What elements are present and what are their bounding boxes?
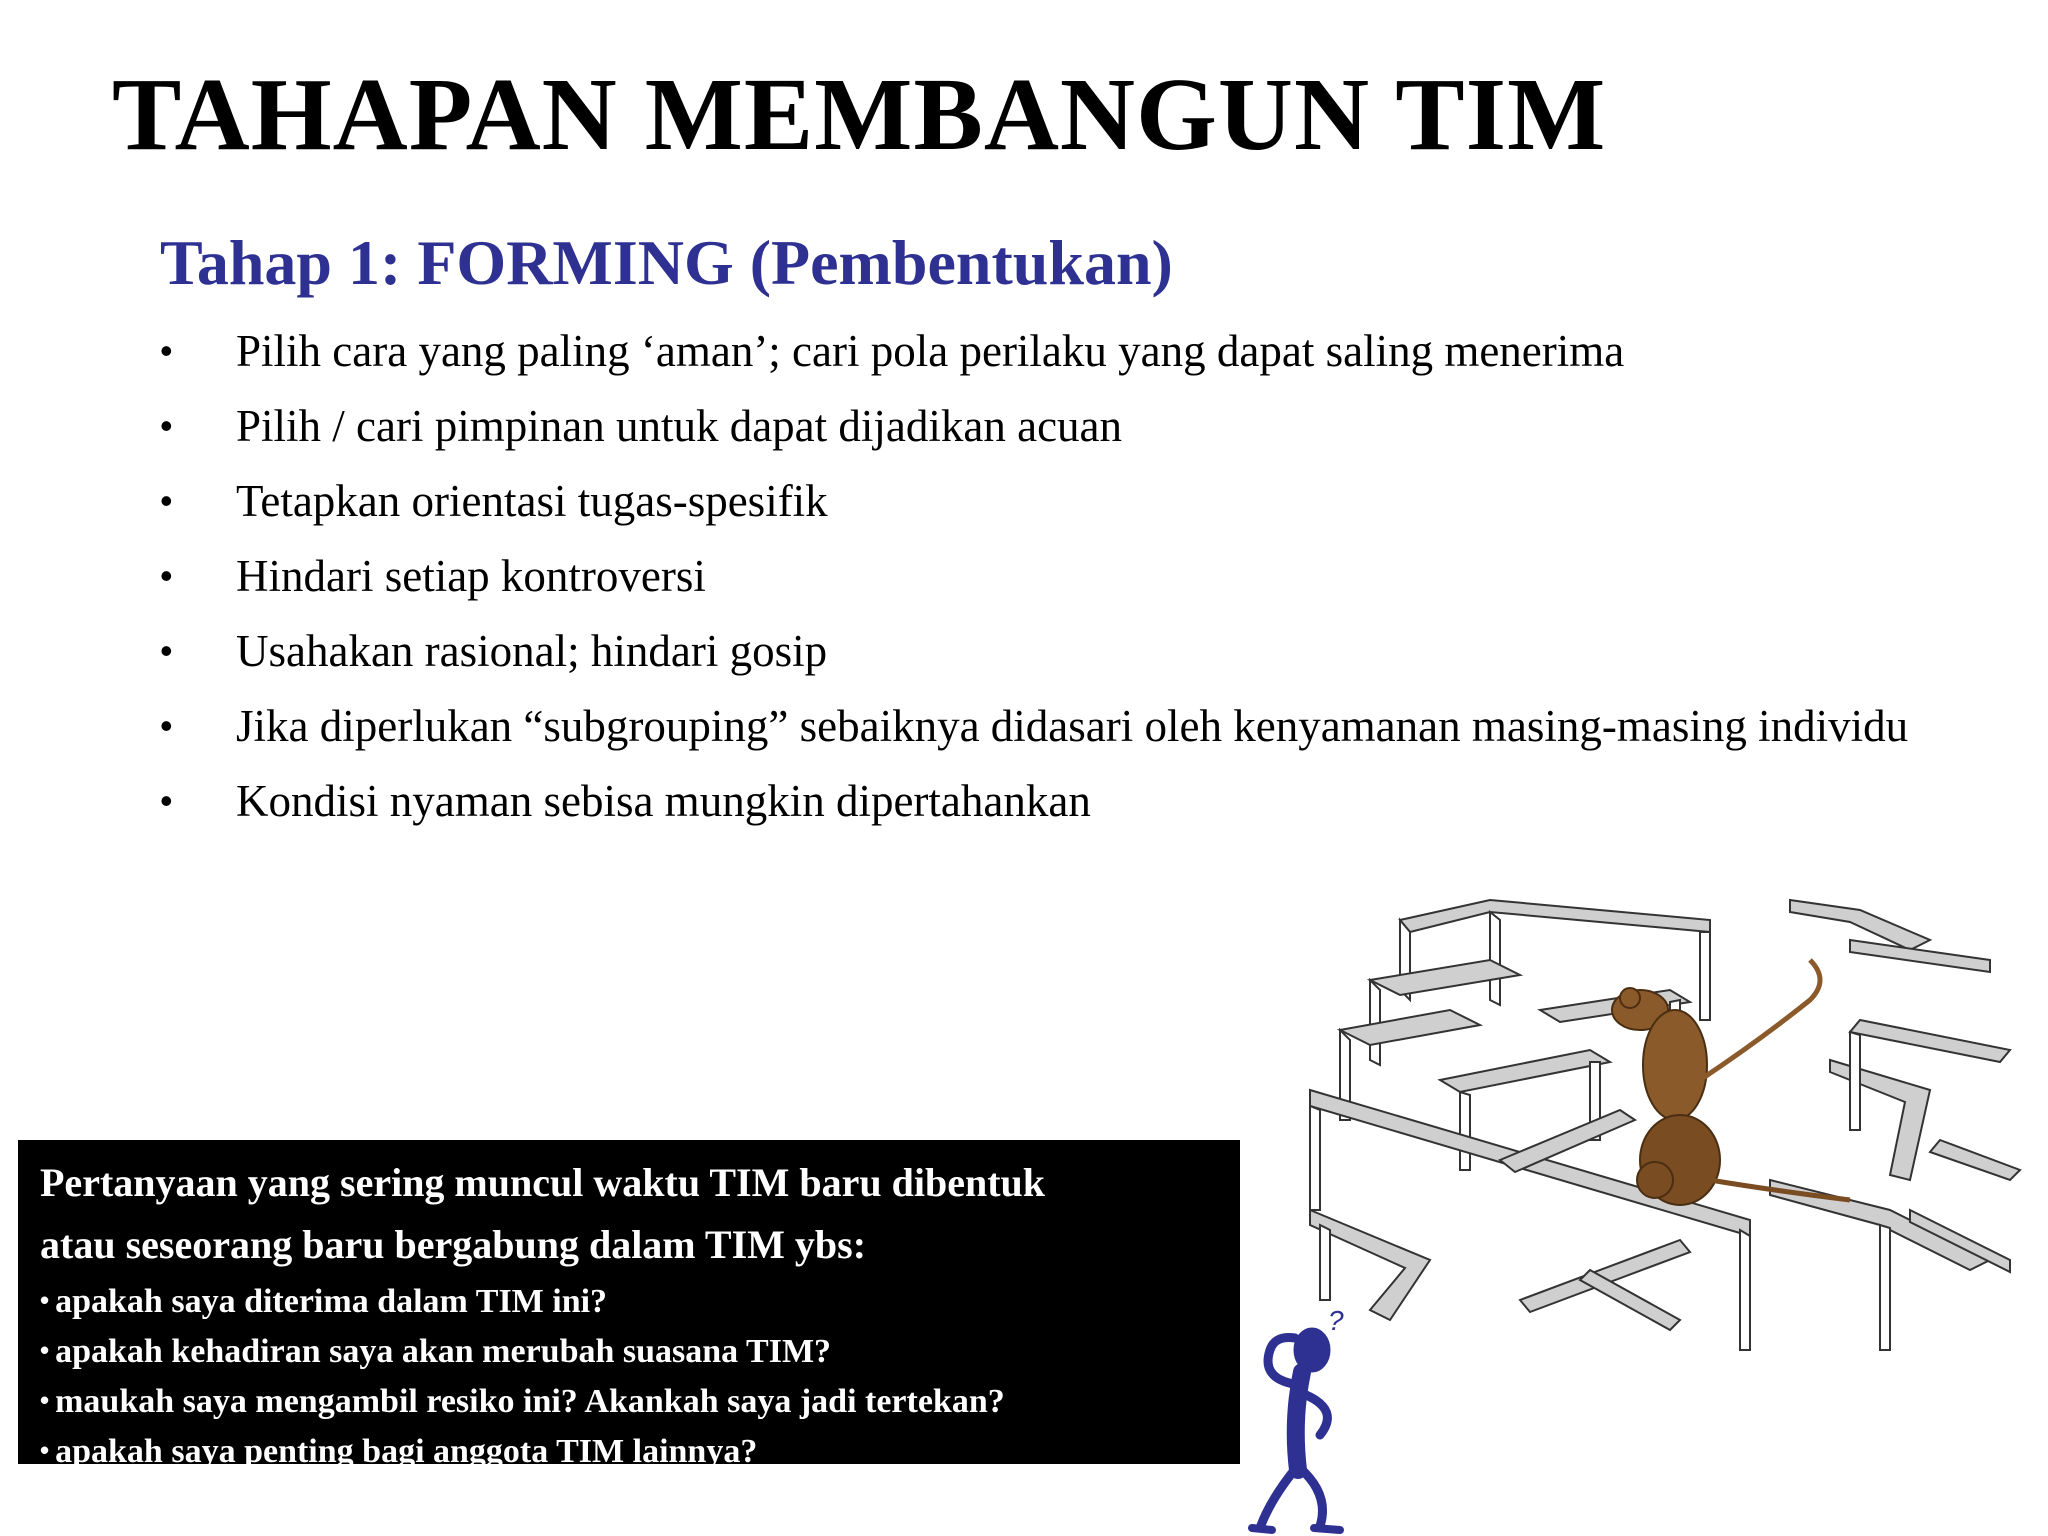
bullet-marker: • (160, 480, 173, 521)
question-bullet: • (40, 1285, 50, 1315)
bullet-text: Hindari setiap kontroversi (236, 551, 706, 601)
slide-title: TAHAPAN MEMBANGUN TIM (112, 57, 1607, 172)
question-mark: ? (1328, 1305, 1344, 1336)
question-item (40, 1326, 1240, 1376)
bullet-text: Pilih / cari pimpinan untuk dapat dijadikan acuan (236, 401, 1123, 451)
question-text: maukah saya mengambil resiko ini? Akankah saya jadi tertekan? (55, 1383, 1005, 1420)
bullet-item (160, 770, 2000, 832)
bullet-text: Jika diperlukan “subgrouping” sebaiknya didasari oleh kenyamanan masing-masing individu (236, 701, 1909, 751)
bullet-list (160, 320, 2000, 845)
question-bullet: • (40, 1435, 50, 1465)
bullet-marker: • (160, 555, 173, 596)
bullet-marker: • (160, 780, 173, 821)
bullet-text: Pilih cara yang paling ‘aman’; cari pola perilaku yang dapat saling menerima (236, 326, 1625, 376)
question-text: apakah kehadiran saya akan merubah suasana TIM? (55, 1333, 832, 1370)
bullet-marker: • (160, 405, 173, 446)
question-box (18, 1140, 1240, 1470)
question-item (40, 1426, 1240, 1476)
bullet-marker: • (160, 330, 173, 371)
bullet-item (160, 545, 2000, 607)
bullet-text: Usahakan rasional; hindari gosip (236, 626, 828, 676)
question-heading-line1: Pertanyaan yang sering muncul waktu TIM baru dibentuk (40, 1160, 1045, 1205)
maze-illustration (1290, 880, 2030, 1440)
bullet-text: Kondisi nyaman sebisa mungkin dipertahankan (236, 776, 1091, 826)
question-heading-line2: atau seseorang baru bergabung dalam TIM ybs: (40, 1222, 867, 1267)
bullet-item (160, 470, 2000, 532)
question-text: apakah saya penting bagi anggota TIM lainnya? (55, 1433, 758, 1470)
question-bullet: • (40, 1335, 50, 1365)
question-bullet: • (40, 1385, 50, 1415)
question-text: apakah saya diterima dalam TIM ini? (55, 1283, 608, 1320)
stage-heading: Tahap 1: FORMING (Pembentukan) (160, 227, 1173, 298)
bullet-item (160, 320, 2000, 382)
bullet-item (160, 695, 2000, 757)
puzzled-figure-icon (1240, 1300, 1380, 1536)
bullet-marker: • (160, 705, 173, 746)
question-item (40, 1276, 1240, 1326)
bullet-item (160, 395, 2000, 457)
bullet-text: Tetapkan orientasi tugas-spesifik (236, 476, 828, 526)
bullet-marker: • (160, 630, 173, 671)
bullet-item (160, 620, 2000, 682)
question-item (40, 1376, 1240, 1426)
mouse-top-icon (1612, 960, 1820, 1120)
